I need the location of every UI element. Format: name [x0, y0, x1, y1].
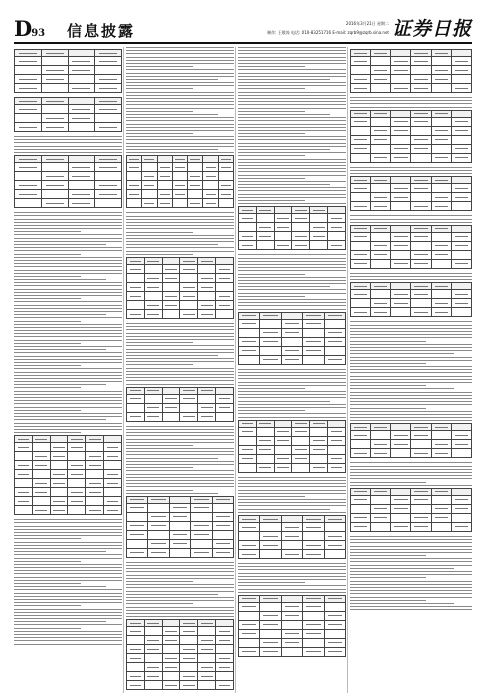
- article-text-block: [350, 215, 472, 222]
- page-digits: 93: [31, 28, 46, 39]
- column-2: [126, 47, 234, 693]
- article-text-block: [14, 519, 122, 644]
- article-text-block: [14, 212, 122, 433]
- article-text-block: [350, 536, 472, 610]
- column-4: [350, 47, 472, 693]
- article-text-block: [238, 254, 346, 309]
- data-table: [350, 110, 472, 163]
- column-3: [238, 47, 346, 693]
- newspaper-logo: 证券日报: [391, 18, 472, 40]
- article-text-block: [126, 212, 234, 254]
- article-text-block: [126, 47, 234, 153]
- data-table: [350, 49, 472, 93]
- article-text-block: [350, 321, 472, 421]
- masthead: [14, 18, 472, 40]
- page-letter: D: [14, 16, 32, 41]
- article-text-block: [14, 136, 122, 153]
- article-text-block: [238, 47, 346, 204]
- data-table: [350, 423, 472, 458]
- data-table: [126, 496, 234, 558]
- article-text-block: [126, 562, 234, 617]
- article-text-block: [126, 323, 234, 385]
- article-text-block: [126, 426, 234, 494]
- data-table: [126, 619, 234, 690]
- data-table: [350, 282, 472, 317]
- data-table: [350, 176, 472, 211]
- data-table: [14, 435, 122, 515]
- header-rule: [14, 42, 472, 44]
- issue-date: 2016年3月21日 星期二: [345, 21, 389, 26]
- article-text-block: [238, 477, 346, 513]
- data-table: [238, 206, 346, 250]
- column-1: [14, 47, 122, 693]
- data-table: [238, 515, 346, 559]
- data-table: [238, 595, 346, 657]
- data-table: [126, 387, 234, 422]
- article-text-block: [350, 273, 472, 280]
- article-text-block: [238, 563, 346, 593]
- section-title: 信息披露: [67, 22, 136, 40]
- data-table: [350, 225, 472, 269]
- data-table: [350, 488, 472, 532]
- article-text-block: [350, 462, 472, 485]
- data-table: [126, 155, 234, 208]
- data-table: [126, 257, 234, 319]
- article-text-block: [238, 369, 346, 418]
- page-number: [14, 18, 45, 45]
- data-table: [14, 97, 122, 132]
- data-table: [238, 312, 346, 365]
- article-text-block: [350, 97, 472, 108]
- column-divider: [235, 47, 236, 693]
- editor-contact: 制作: 王敬涛 电话: 010-83251716 E-mail: zqrb9@zqrb.sina.net: [267, 30, 389, 35]
- data-table: [14, 49, 122, 93]
- data-table: [238, 420, 346, 473]
- column-divider: [123, 47, 124, 693]
- data-table: [14, 155, 122, 208]
- article-text-block: [350, 167, 472, 174]
- column-divider: [347, 47, 348, 693]
